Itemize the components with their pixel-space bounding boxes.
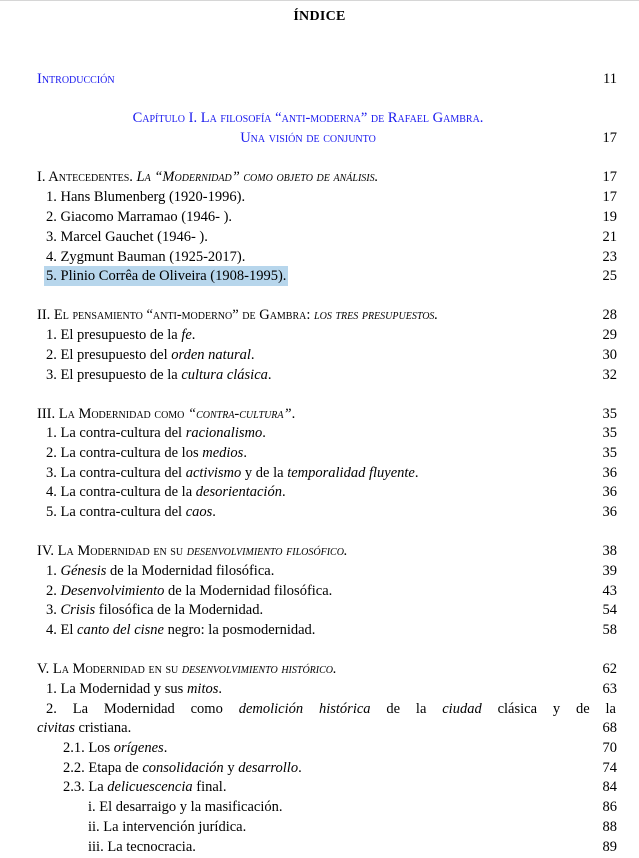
- toc-item[interactable]: 4. El canto del cisne negro: la posmodernidad. 58: [46, 622, 617, 638]
- toc-item[interactable]: 1. Hans Blumenberg (1920-1996). 17: [46, 189, 617, 205]
- toc-item-wrapped-line1[interactable]: 2. La Modernidad como demolición histórica de la ciudad clásica y de la: [46, 701, 616, 717]
- toc-item[interactable]: 1. Génesis de la Modernidad filosófica. 39: [46, 563, 617, 579]
- toc-chapter-title-line2[interactable]: Una visión de conjunto 17: [240, 130, 617, 146]
- toc-item[interactable]: 5. La contra-cultura del caos. 36: [46, 504, 617, 520]
- toc-subsubitem[interactable]: ii. La intervención jurídica. 88: [88, 819, 617, 835]
- toc-item[interactable]: 3. Crisis filosófica de la Modernidad. 54: [46, 602, 617, 618]
- toc-section-v[interactable]: V. La Modernidad en su desenvolvimiento histórico. 62: [37, 661, 617, 677]
- toc-item[interactable]: 1. El presupuesto de la fe. 29: [46, 327, 617, 343]
- text-selection-highlight: 5. Plinio Corrêa de Oliveira (1908-1995).: [46, 268, 287, 284]
- toc-subitem[interactable]: 2.1. Los orígenes. 70: [63, 740, 617, 756]
- toc-page-number: 38: [602, 543, 617, 559]
- toc-section-i[interactable]: I. Antecedentes. La “Modernidad” como objeto de análisis. 17: [37, 169, 617, 185]
- toc-section-ii[interactable]: II. El pensamiento “anti-moderno” de Gambra: los tres presupuestos. 28: [37, 307, 617, 323]
- toc-page-number: 17: [602, 130, 617, 146]
- toc-subitem[interactable]: 2.2. Etapa de consolidación y desarrollo. 74: [63, 760, 617, 776]
- toc-item[interactable]: 2. El presupuesto del orden natural. 30: [46, 347, 617, 363]
- toc-item-wrapped-line2[interactable]: civitas cristiana. 68: [37, 720, 617, 736]
- toc-subsubitem[interactable]: iii. La tecnocracia. 89: [88, 839, 617, 855]
- toc-entry-label: Introducción: [37, 71, 115, 87]
- toc-page-number: 28: [602, 307, 617, 323]
- toc-item[interactable]: 4. La contra-cultura de la desorientación. 36: [46, 484, 617, 500]
- toc-item[interactable]: 2. Giacomo Marramao (1946- ). 19: [46, 209, 617, 225]
- toc-item[interactable]: 3. Marcel Gauchet (1946- ). 21: [46, 229, 617, 245]
- toc-item[interactable]: 3. El presupuesto de la cultura clásica. 32: [46, 367, 617, 383]
- toc-item[interactable]: 4. Zygmunt Bauman (1925-2017). 23: [46, 249, 617, 265]
- toc-page-number: 11: [603, 71, 617, 87]
- toc-entry-introduccion[interactable]: [0, 69, 639, 89]
- toc-page-number: 62: [602, 661, 617, 677]
- toc-subsubitem[interactable]: i. El desarraigo y la masificación. 86: [88, 799, 617, 815]
- toc-item[interactable]: 2. Desenvolvimiento de la Modernidad filosófica. 43: [46, 583, 617, 599]
- toc-page-number: 35: [602, 406, 617, 422]
- toc-item-highlighted[interactable]: 5. Plinio Corrêa de Oliveira (1908-1995). 25: [46, 268, 617, 284]
- toc-item[interactable]: 2. La contra-cultura de los medios. 35: [46, 445, 617, 461]
- toc-item[interactable]: 1. La contra-cultura del racionalismo. 35: [46, 425, 617, 441]
- toc-item[interactable]: 3. La contra-cultura del activismo y de la temporalidad fluyente. 36: [46, 465, 617, 481]
- toc-section-iii[interactable]: III. La Modernidad como “contra-cultura”. 35: [37, 406, 617, 422]
- toc-subitem[interactable]: 2.3. La delicuescencia final. 84: [63, 779, 617, 795]
- top-divider: [0, 0, 639, 1]
- toc-chapter-title-line1[interactable]: Capítulo I. La filosofía “anti-moderna” de Rafael Gambra.: [132, 110, 484, 126]
- toc-item[interactable]: 1. La Modernidad y sus mitos. 63: [46, 681, 617, 697]
- toc-section-iv[interactable]: IV. La Modernidad en su desenvolvimiento filosófico. 38: [37, 543, 617, 559]
- page-title: ÍNDICE: [293, 9, 346, 24]
- toc-page-number: 17: [602, 169, 617, 185]
